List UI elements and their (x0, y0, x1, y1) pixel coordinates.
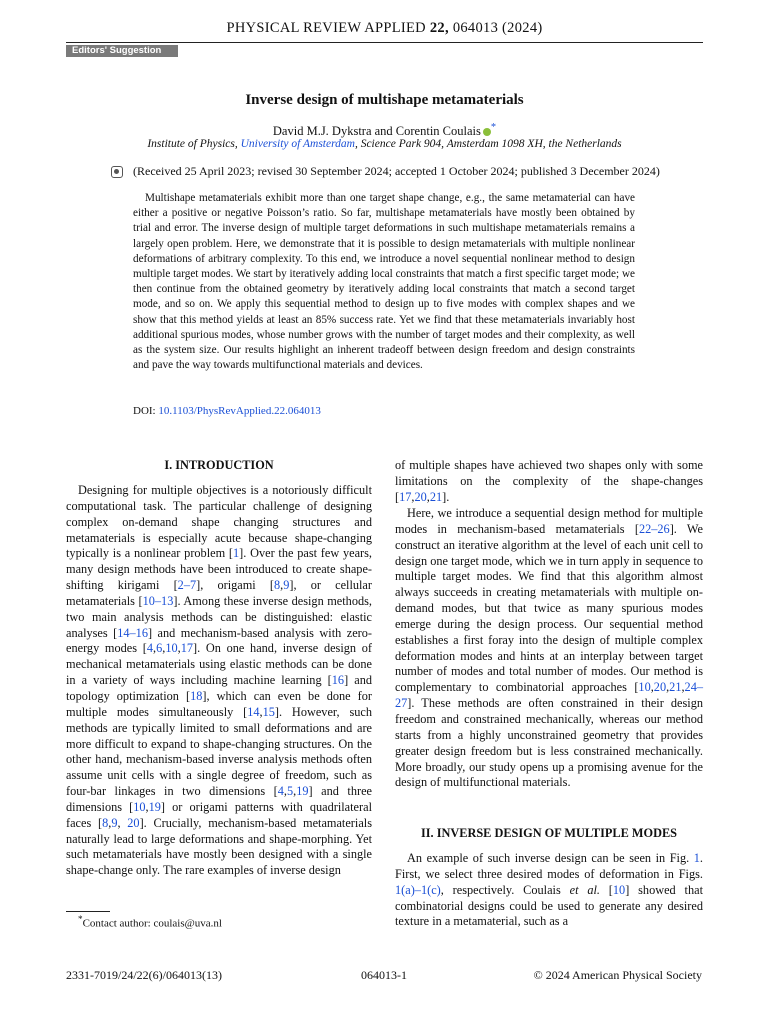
section-heading-introduction: I. INTRODUCTION (164, 458, 274, 472)
body-text: , (666, 680, 670, 695)
body-text: ]. These methods are often constrained in their design freedom and constrained mechanically, whereas our method starts from a highly unconstrained geometry that provides greater design freedom but is less constrained mechanically. More broadly, our study opens up a promising avenue for the design of multifunctional materials. (395, 696, 703, 790)
doi-link[interactable]: 10.1103/PhysRevApplied.22.064013 (158, 405, 321, 417)
body-text: ]. Among these inverse design methods, two main analysis methods can be distinguished: elastic analyses [ (66, 593, 372, 640)
affiliation-link[interactable]: University of Amsterdam (240, 138, 355, 150)
received-dates: (Received 25 April 2023; revised 30 September 2024; accepted 1 October 2024; published 3 December 2024) (133, 164, 660, 178)
body-text: ]. Over the past few years, many design methods have been introduced to create shape-shifting kirigami [ (66, 546, 372, 593)
body-text: ] and topology optimization [ (66, 673, 372, 703)
body-text: , (162, 641, 166, 656)
citation-link[interactable]: 20 (653, 680, 667, 695)
author-list (66, 122, 703, 139)
body-text: , (145, 799, 149, 814)
citation-link[interactable]: 4 (146, 641, 153, 656)
body-text: ], or cellular metamaterials [ (66, 578, 372, 608)
citation-link[interactable]: 14 (247, 704, 260, 719)
footnote-divider (66, 911, 110, 912)
body-text: ], origami [ (196, 578, 274, 593)
body-text: , (117, 815, 128, 830)
section2-paragraph-1 (395, 851, 703, 930)
doi-line (133, 405, 321, 417)
article-number: 064013 (2024) (452, 20, 543, 36)
footer-issn: 2331-7019/24/22(6)/064013(13) (66, 968, 222, 982)
body-text: An example of such inverse design can be seen in Fig. (407, 851, 694, 865)
body-text: , (411, 489, 415, 504)
body-text: ]. However, such methods are typically limited to small deformations and are more difficult to expand to shape-changing structures. On the other hand, mechanism-based inverse analysis methods often assume unit cells with a single degree of freedom, such as four-bar linkages in two dimensions [ (66, 704, 372, 799)
citation-link[interactable]: 19 (148, 799, 161, 814)
body-text: , (293, 784, 297, 799)
citation-link[interactable]: 8 (273, 578, 281, 593)
citation-link[interactable]: 16 (331, 673, 345, 688)
footnote-text: Contact author: coulais@uva.nl (82, 917, 222, 930)
footer-page-number: 064013-1 (361, 968, 407, 982)
citation-link[interactable]: 10 (133, 799, 146, 814)
body-text: . First, we select three desired modes of deformation in Figs. (395, 851, 703, 881)
footer-copyright: © 2024 American Physical Society (533, 968, 702, 982)
body-text: , (681, 680, 685, 695)
body-text: , (153, 641, 157, 656)
citation-link[interactable]: 10 (165, 641, 178, 656)
citation-link[interactable]: 20 (414, 489, 427, 504)
body-text: ] or origami patterns with quadrilateral faces [ (66, 799, 372, 830)
editors-suggestion-badge[interactable]: Editors' Suggestion (66, 45, 178, 57)
citation-link[interactable]: 17 (180, 641, 193, 656)
citation-link[interactable]: 21 (429, 489, 443, 504)
orcid-icon[interactable] (483, 128, 491, 136)
body-text: , (650, 680, 654, 695)
citation-link[interactable]: 17 (399, 489, 412, 504)
citation-link[interactable]: 6 (156, 641, 163, 656)
body-text: ]. Crucially, mechanism-based metamaterials naturally lead to large deformations and shape-morphing. Yet such metamaterials have mostly been designed with a single shape-change only. The rare examples of inverse design (66, 815, 372, 878)
citation-link[interactable]: 4 (277, 784, 284, 799)
footnote-mark: * (78, 914, 83, 924)
abstract: Multishape metamaterials exhibit more than one target shape change, e.g., the same metamaterial can have either a positive or negative Poisson’s ratio. So far, multishape metamaterials have mostly been obtained by trial and error. The inverse design of multiple target deformations in such multishape metamaterials remains a largely open problem. Here, we demonstrate that it is possible to design metamaterials with multiple nonlinear deformations of arbitrary complexity. To this end, we introduce a novel sequential nonlinear method to design multiple target modes. We start by iteratively adding local constraints that match a first specific target mode; we then continue from the obtained geometry by iteratively adding local constraints that match a second target mode, and so on. We apply this sequential method to design up to five modes with complex shapes and we show that this method yields at least an 85% success rate. Yet we find that these metamaterials invariably host additional spurious modes, whose number grows with the number of target modes and their complexity, as well as the system size. Our results highlight an inherent tradeoff between design freedom and design constraints and pave the way towards multifunctional materials and devices. (133, 192, 635, 372)
citation-link[interactable]: 10 (612, 882, 626, 897)
citation-link[interactable]: 10–13 (142, 593, 174, 608)
body-text: [ (599, 882, 613, 897)
affiliation-address: , Science Park 904, Amsterdam 1098 XH, the Netherlands (354, 138, 622, 150)
body-text: , respectively. Coulais (440, 882, 570, 897)
citation-link[interactable]: 9 (111, 815, 118, 830)
right-paragraph-2 (395, 506, 703, 791)
body-text: ] showed that combinatorial designs could be used to generate any desired texture in a metamaterial, such as a (395, 882, 703, 929)
body-text: of multiple shapes have achieved two shapes only with some limitations on the complexity of the shape-changes [ (395, 458, 703, 504)
body-text: , (280, 578, 284, 593)
citation-link[interactable]: 20 (127, 815, 140, 830)
intro-paragraph-1 (66, 483, 372, 879)
contact-footnote (78, 914, 222, 930)
body-text: ], which can even be done for multiple modes simultaneously [ (66, 688, 373, 719)
journal-name: PHYSICAL REVIEW APPLIED (226, 20, 426, 36)
right-paragraph-1 (395, 458, 703, 506)
citation-link[interactable]: 24–27 (395, 680, 703, 711)
doi-label: DOI: (133, 405, 159, 417)
citation-link[interactable]: 1 (233, 546, 240, 561)
citation-link[interactable]: 8 (102, 815, 109, 830)
citation-link[interactable]: 2–7 (177, 578, 197, 593)
citation-link[interactable]: 1 (693, 851, 700, 865)
citation-link[interactable]: 10 (638, 680, 651, 695)
author-footnote-mark[interactable]: * (490, 122, 497, 133)
citation-link[interactable]: 9 (283, 578, 290, 593)
journal-header (66, 20, 703, 43)
body-text: ]. (442, 489, 450, 504)
author-names: David M.J. Dykstra and Corentin Coulais (272, 124, 481, 139)
italic-text: et al. (569, 882, 600, 897)
section-heading-inverse-design: II. INVERSE DESIGN OF MULTIPLE MODES (420, 826, 677, 840)
body-text: , (259, 704, 263, 719)
affiliation-institute: Institute of Physics, (147, 138, 241, 150)
body-text: Designing for multiple objectives is a notoriously difficult computational task. The particular challenge of designing complex on-demand shape changing structures and metamaterials is especially acute because shape-changing typically is a nonlinear problem [ (66, 483, 372, 561)
body-text: , (177, 641, 181, 656)
body-text: ] and three dimensions [ (66, 784, 373, 814)
citation-link[interactable]: 5 (287, 784, 294, 799)
body-text: , (426, 489, 430, 504)
body-text: , (108, 815, 112, 830)
body-text: ] and mechanism-based analysis with zero-energy modes [ (66, 625, 372, 656)
citation-link[interactable]: 18 (190, 688, 203, 703)
citation-link[interactable]: 21 (669, 680, 682, 695)
body-text: , (283, 784, 287, 799)
body-text: ]. On one hand, inverse design of mechanical metamaterials using elastic methods can be done in a variety of ways including machine learning [ (66, 641, 372, 688)
paper-title: Inverse design of multishape metamaterials (245, 92, 524, 108)
body-text: ]. We construct an iterative algorithm at the level of each unit cell to design one target mode, which we in turn apply in sequence to multiple target modes. We find that this algorithm almost always succeeds in creating metamaterials with multiple on-demand modes, but that twice as many spurious modes emerge during the design process. Our sequential method establishes a first foray into the design of multiple complex deformation modes and hints at an interplay between target number of modes and total number of modes. Our method is complementary to combinatorial approaches [ (395, 521, 703, 695)
journal-volume: 22, (429, 20, 449, 36)
citation-link[interactable]: 19 (296, 784, 309, 799)
affiliation (66, 138, 703, 150)
check-for-updates-icon[interactable] (111, 166, 123, 178)
citation-link[interactable]: 22–26 (638, 521, 670, 536)
citation-link[interactable]: 1(a)–1(c) (395, 882, 441, 897)
citation-link[interactable]: 15 (262, 704, 275, 719)
citation-link[interactable]: 14–16 (117, 625, 148, 640)
body-text: Here, we introduce a sequential design method for multiple modes in mechanism-based metamaterials [ (395, 506, 703, 536)
